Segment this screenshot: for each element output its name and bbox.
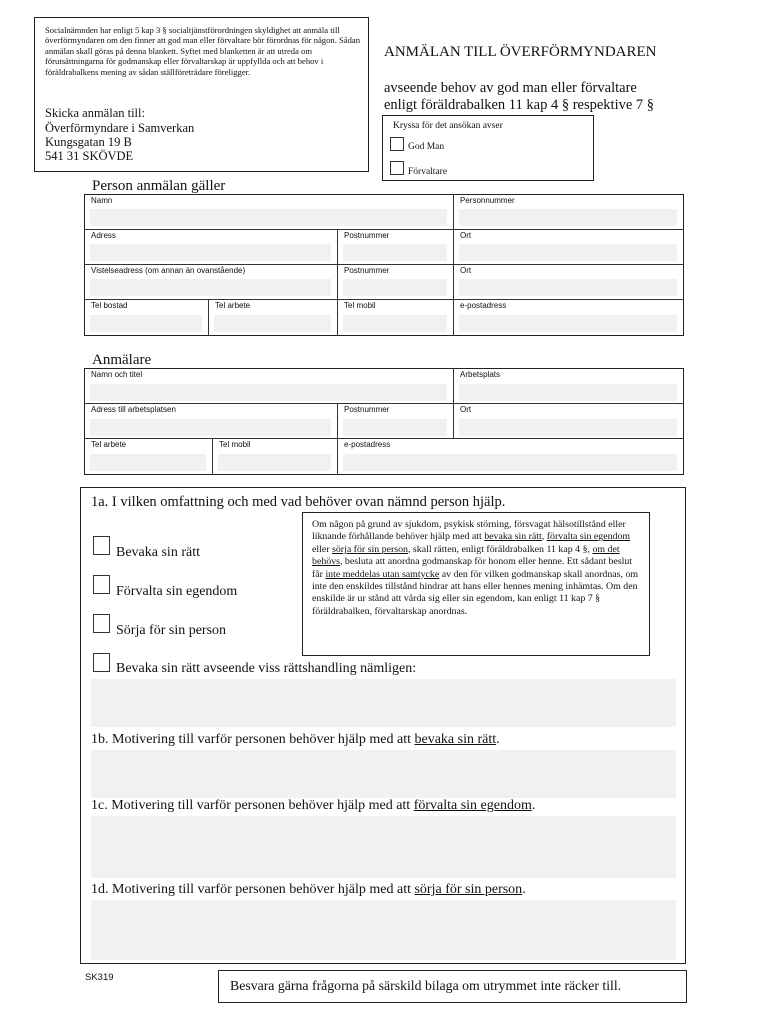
intro-box [34, 17, 369, 172]
specific-action-checkbox[interactable] [93, 653, 110, 672]
bevaka-label: Bevaka sin rätt [116, 545, 200, 560]
specific-action-field[interactable] [91, 679, 676, 727]
person-tel-mobile-label: Tel mobil [344, 301, 376, 310]
reporter-postnr-label: Postnummer [344, 405, 390, 414]
person-ort-field[interactable] [459, 244, 677, 261]
q1a-heading: 1a. I vilken omfattning och med vad behöver ovan nämnd person hjälp. [91, 494, 506, 510]
application-type-heading: Kryssa för det ansökan avser [393, 121, 503, 131]
reporter-ort-field[interactable] [459, 419, 677, 436]
q1b-heading: 1b. Motivering till varför personen behöver hjälp med att bevaka sin rätt. [91, 732, 500, 747]
info-box [302, 512, 650, 656]
sorja-label: Sörja för sin person [116, 623, 227, 638]
reporter-tel-work-label: Tel arbete [91, 440, 127, 449]
forvaltare-checkbox[interactable] [390, 161, 404, 175]
person-postnr2-label: Postnummer [344, 266, 390, 275]
person-address-field[interactable] [90, 244, 331, 261]
person-tel-mobile-field[interactable] [343, 315, 447, 332]
reporter-email-label: e-postadress [344, 440, 391, 449]
address-line-1: Överförmyndare i Samverkan [45, 121, 195, 135]
reporter-section-heading: Anmälare [92, 352, 152, 368]
forvaltare-label: Förvaltare [408, 167, 448, 177]
bevaka-checkbox[interactable] [93, 536, 110, 555]
address-line-3: 541 31 SKÖVDE [45, 149, 134, 163]
forvalta-label: Förvalta sin egendom [116, 584, 238, 599]
person-visit-address-field[interactable] [90, 279, 331, 296]
person-email-label: e-postadress [460, 301, 507, 310]
person-postnr-label: Postnummer [344, 231, 390, 240]
reporter-workplace-label: Arbetsplats [460, 370, 501, 379]
person-tel-work-field[interactable] [214, 315, 331, 332]
reporter-name-field[interactable] [90, 384, 447, 401]
reporter-email-field[interactable] [343, 454, 677, 471]
person-ort2-field[interactable] [459, 279, 677, 296]
sorja-checkbox[interactable] [93, 614, 110, 633]
person-ort2-label: Ort [460, 266, 472, 275]
god-man-label: God Man [408, 142, 445, 152]
reporter-address-label: Adress till arbetsplatsen [91, 405, 176, 414]
person-postnr2-field[interactable] [343, 279, 447, 296]
footer-note-box [218, 970, 687, 1003]
footer-note: Besvara gärna frågorna på särskild bilaga om utrymmet inte räcker till. [230, 978, 622, 993]
person-ort-label: Ort [460, 231, 472, 240]
person-name-label: Namn [91, 196, 113, 205]
reporter-tel-mobile-label: Tel mobil [219, 440, 251, 449]
person-address-label: Adress [91, 231, 116, 240]
god-man-checkbox[interactable] [390, 137, 404, 151]
reporter-tel-mobile-field[interactable] [218, 454, 331, 471]
application-type-box [382, 115, 594, 181]
send-to-label: Skicka anmälan till: [45, 106, 145, 120]
address-line-2: Kungsgatan 19 B [45, 135, 132, 149]
person-tel-home-label: Tel bostad [91, 301, 128, 310]
q1b-field[interactable] [91, 750, 676, 798]
person-tel-home-field[interactable] [90, 315, 202, 332]
person-pnr-label: Personnummer [460, 196, 515, 205]
person-tel-work-label: Tel arbete [215, 301, 251, 310]
specific-action-label: Bevaka sin rätt avseende viss rättshandling nämligen: [116, 661, 417, 676]
q1c-heading: 1c. Motivering till varför personen behöver hjälp med att förvalta sin egendom. [91, 798, 536, 813]
person-pnr-field[interactable] [459, 209, 677, 226]
intro-text: Socialnämnden har enligt 5 kap 3 § socialtjänstförordningen skyldighet att anmäla till överförmyndaren om den finner att god man eller förvaltare bör förordnas för någon. Sådan anmälan skall göras på denna blankett. Syftet med blanketten är att utreda om förutsättningarna för godmanskap eller förvaltarskap är uppfyllda och att behov i föräldrabalkens mening av sådan ställföreträdare föreligger. [45, 25, 360, 77]
person-email-field[interactable] [459, 315, 677, 332]
q1d-heading: 1d. Motivering till varför personen behöver hjälp med att sörja för sin person. [91, 882, 526, 897]
person-visit-address-label: Vistelseadress (om annan än ovanstående) [91, 266, 246, 275]
reporter-address-field[interactable] [90, 419, 331, 436]
person-section-heading: Person anmälan gäller [92, 178, 226, 194]
form-code: SK319 [85, 972, 114, 983]
q1d-field[interactable] [91, 900, 676, 960]
reporter-name-label: Namn och titel [91, 370, 143, 379]
info-text: Om någon på grund av sjukdom, psykisk störning, försvagat hälsotillstånd eller liknande förhållande behöver hjälp med att bevaka sin rätt, förvalta sin egendom eller sörja för sin person, skall rätten, enligt föräldrabalken 11 kap 4 §, om det behövs, besluta att anordna godmanskap för honom eller henne. Ett sådant beslut får inte meddelas utan samtycke av den för vilken godmanskap skall anordnas, om inte den enskildes tillstånd hindrar att hans eller hennes mening inhämtas. Om den enskilde är ur stånd att vårda sig eller sin egendom, kan enligt 11 kap 7 § föräldrabalken, förvaltarskap anordnas. [312, 519, 639, 617]
person-name-field[interactable] [90, 209, 447, 226]
reporter-workplace-field[interactable] [459, 384, 677, 401]
forvalta-checkbox[interactable] [93, 575, 110, 594]
person-postnr-field[interactable] [343, 244, 447, 261]
q1c-field[interactable] [91, 816, 676, 878]
form-title: ANMÄLAN TILL ÖVERFÖRMYNDAREN [384, 44, 657, 60]
form-subtitle-2: enligt föräldrabalken 11 kap 4 § respektive 7 § [384, 97, 655, 113]
reporter-postnr-field[interactable] [343, 419, 447, 436]
reporter-tel-work-field[interactable] [90, 454, 206, 471]
reporter-ort-label: Ort [460, 405, 472, 414]
form-subtitle-1: avseende behov av god man eller förvaltare [384, 80, 637, 96]
